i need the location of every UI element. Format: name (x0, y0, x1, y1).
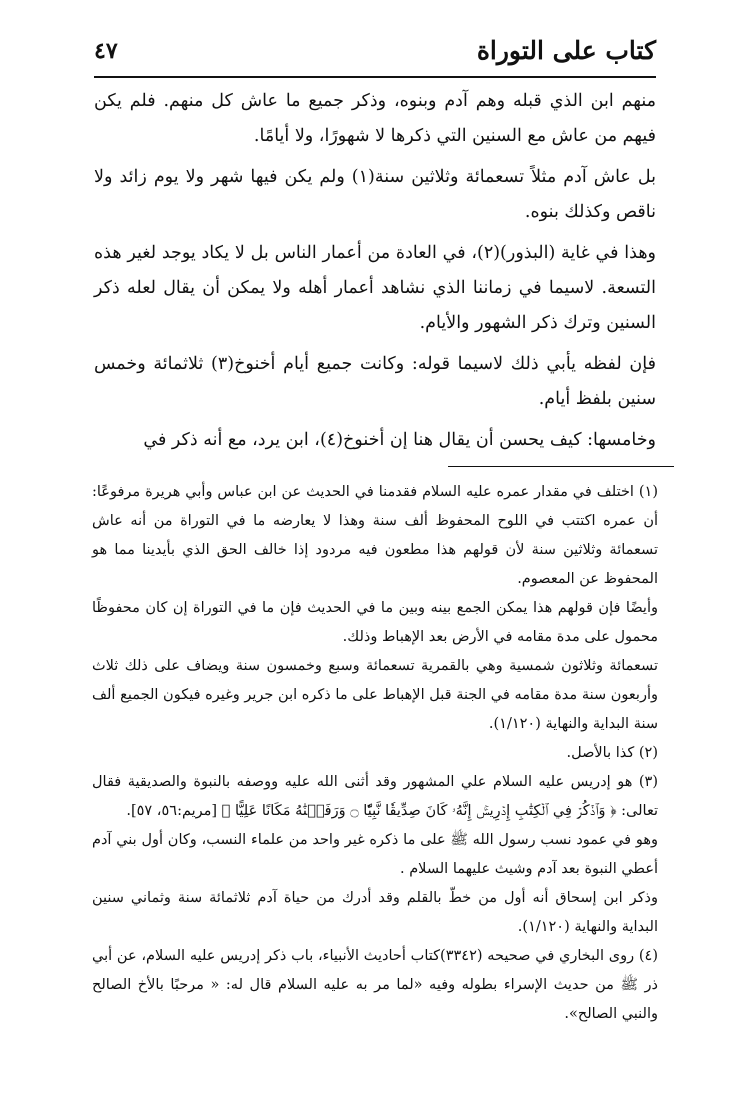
body-paragraph: وهذا في غاية (البذور)(٢)، في العادة من أعمار الناس بل لا يكاد يوجد لغير هذه التسعة. لاسيما في زماننا الذي نشاهد أعمار أهله ولا يمكن أن يقال لعله ذكر السنين وترك ذكر الشهور والأيام. (94, 243, 656, 333)
body-paragraph: منهم ابن الذي قبله وهم آدم وبنوه، وذكر جميع ما عاش كل منهم. فلم يكن فيهم من عاش مع السنين التي ذكرها لا شهورًا، ولا أيامًا. (94, 91, 656, 146)
page-header (94, 34, 656, 74)
header-rule (94, 76, 656, 78)
main-text (94, 84, 656, 464)
footnote-2: (٢) كذا بالأصل. (566, 745, 658, 761)
footnote-separator (448, 466, 674, 467)
body-paragraph: بل عاش آدم مثلاً تسعمائة وثلاثين سنة(١) ولم يكن فيها شهر ولا يوم زائد ولا ناقص وكذلك بنوه. (94, 167, 656, 222)
page-number: ٤٧ (94, 38, 118, 64)
body-paragraph: وخامسها: كيف يحسن أن يقال هنا إن أخنوخ(٤)، ابن يرد، مع أنه ذكر في (143, 430, 656, 450)
running-title: كتاب على التوراة (476, 36, 656, 65)
footnote-3-continued: وذكر ابن إسحاق أنه أول من خطّ بالقلم وقد أدرك من حياة آدم ثلاثمائة سنة وثماني سنين البداية والنهاية (١/١٢٠). (92, 890, 658, 935)
footnote-3: (٣) هو إدريس عليه السلام علي المشهور وقد أثنى الله عليه ووصفه بالنبوة والصديقية فقال تعالى: ﴿ وَٱذۡكُرۡ فِي ٱلۡكِتَٰبِ إِدۡرِيسَۚ إِنَّهُۥ كَانَ صِدِّيقٗا نَّبِيّٗا ۝ وَرَفَعۡنَٰهُ مَكَانًا عَلِيًّا ﴾ [مريم:٥٦، ٥٧]. (92, 774, 658, 819)
footnote-1-continued: تسعمائة وثلاثون شمسية وهي بالقمرية تسعمائة وسبع وخمسون سنة ويضاف على ذلك ثلاث وأربعون سنة مدة مقامه في الجنة قبل الإهباط على ما ذكره ابن جرير وغيره فيكون الجميع ألف سنة البداية والنهاية (١/١٢٠). (92, 658, 658, 732)
footnote-3-continued: وهو في عمود نسب رسول الله ﷺ على ما ذكره غير واحد من علماء النسب، وكان أول بني آدم أعطي النبوة بعد آدم وشيث عليهما السلام . (92, 832, 658, 877)
footnote-4: (٤) روى البخاري في صحيحه (٣٣٤٢)كتاب أحاديث الأنبياء، باب ذكر إدريس عليه السلام، عن أبي ذر ﷺ من حديث الإسراء بطوله وفيه «لما مر به عليه السلام قال له: « مرحبًا بالأخ الصالح والنبي الصالح». (92, 948, 659, 1022)
footnote-1: (١) اختلف في مقدار عمره عليه السلام فقدمنا في الحديث عن ابن عباس وأبي هريرة مرفوعًا: أن عمره اكتتب في اللوح المحفوظ ألف سنة وهذا لا يعارضه ما في التوراة من أنه عاش تسعمائة وثلاثين سنة لأن قولهم هذا مطعون فيه مردود إذا خالف الحق الذي بأيدينا مما هو المحفوظ عن المعصوم. (92, 484, 658, 587)
footnotes (92, 478, 658, 1029)
footnote-1-continued: وأيضًا فإن قولهم هذا يمكن الجمع بينه وبين ما في الحديث فإن ما في التوراة إن كان محفوظًا محمول على مدة مقامه في الأرض بعد الإهباط وذلك. (92, 600, 658, 645)
body-paragraph: فإن لفظه يأبي ذلك لاسيما قوله: وكانت جميع أيام أخنوخ(٣) ثلاثمائة وخمس سنين بلفظ أيام. (94, 354, 656, 409)
